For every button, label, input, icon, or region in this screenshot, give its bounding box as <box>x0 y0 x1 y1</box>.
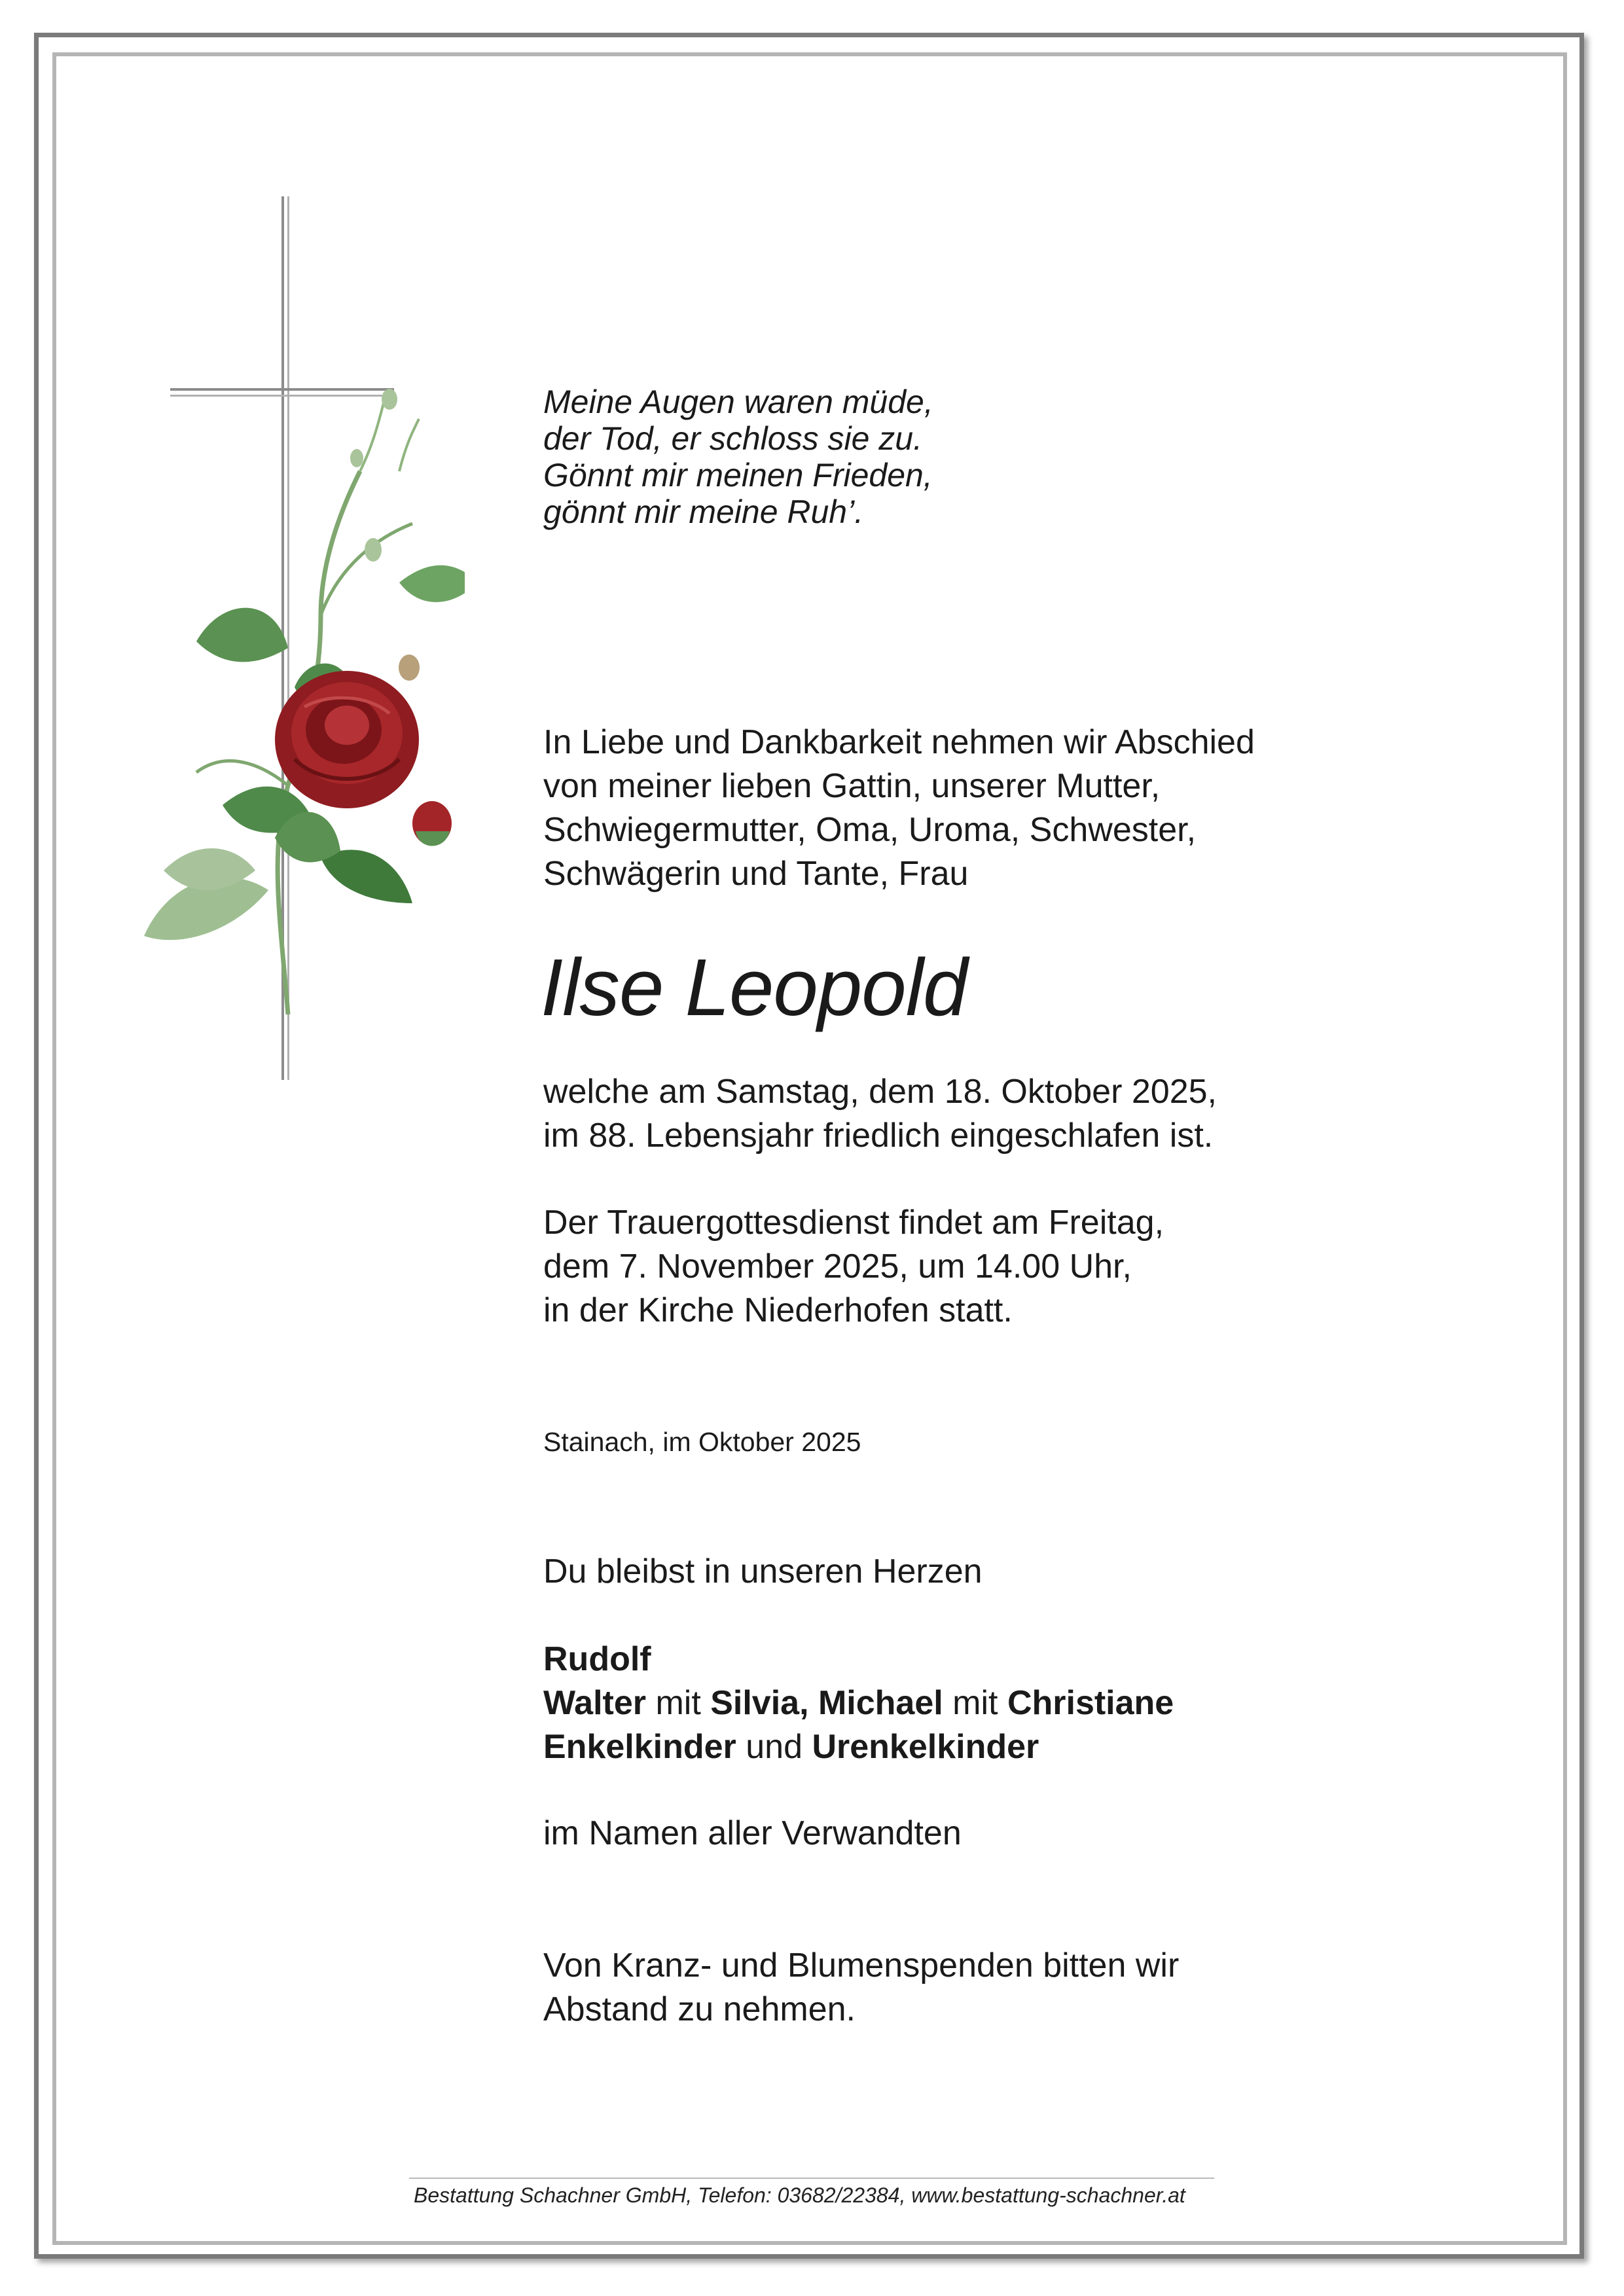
death-notice <box>543 1070 1217 1158</box>
family-name: Silvia, Michael <box>710 1684 943 1722</box>
donations-note <box>543 1944 1179 2032</box>
service-line: in der Kirche Niederhofen statt. <box>543 1291 1013 1329</box>
family-name: Rudolf <box>543 1640 651 1678</box>
connector-text: mit <box>646 1684 711 1722</box>
poem <box>543 384 933 530</box>
family-line <box>543 1681 1174 1725</box>
service-line: dem 7. November 2025, um 14.00 Uhr, <box>543 1247 1132 1285</box>
family-line <box>543 1638 1174 1681</box>
rose-icon <box>144 389 465 1014</box>
family-name: Walter <box>543 1684 646 1722</box>
place-date: Stainach, im Oktober 2025 <box>543 1427 861 1457</box>
poem-line: Gönnt mir meinen Frieden, <box>543 457 933 493</box>
service-line: Der Trauergottesdienst findet am Freitag, <box>543 1204 1164 1242</box>
death-notice-line: im 88. Lebensjahr friedlich eingeschlafen ist. <box>543 1117 1214 1155</box>
family-name: Enkelkinder <box>543 1728 736 1766</box>
connector-text: und <box>736 1728 812 1766</box>
family-line <box>543 1725 1174 1769</box>
cross-with-rose-illustration <box>124 196 465 1093</box>
death-notice-line: welche am Samstag, dem 18. Oktober 2025, <box>543 1073 1217 1111</box>
connector-text: mit <box>943 1684 1007 1722</box>
remembrance-line: Du bleibst in unseren Herzen <box>543 1552 983 1590</box>
deceased-name: Ilse Leopold <box>541 943 967 1033</box>
intro-line: Schwiegermutter, Oma, Uroma, Schwester, <box>543 811 1197 849</box>
family-name: Christiane <box>1007 1684 1174 1722</box>
intro-line: von meiner lieben Gattin, unserer Mutter, <box>543 767 1161 805</box>
poem-line: Meine Augen waren müde, <box>543 384 933 420</box>
intro-line: In Liebe und Dankbarkeit nehmen wir Abschied <box>543 723 1255 761</box>
service-info <box>543 1201 1164 1333</box>
farewell-intro <box>543 721 1255 896</box>
donations-line: Abstand zu nehmen. <box>543 1990 856 2028</box>
intro-line: Schwägerin und Tante, Frau <box>543 855 969 893</box>
donations-line: Von Kranz- und Blumenspenden bitten wir <box>543 1946 1180 1984</box>
footer-divider <box>409 2178 1214 2179</box>
poem-line: gönnt mir meine Ruh’. <box>543 493 864 530</box>
relatives-line: im Namen aller Verwandten <box>543 1814 962 1852</box>
poem-line: der Tod, er schloss sie zu. <box>543 420 922 457</box>
mourning-family <box>543 1638 1174 1769</box>
family-name: Urenkelkinder <box>812 1728 1039 1766</box>
footer-funeral-home: Bestattung Schachner GmbH, Telefon: 03682/22384, www.bestattung-schachner.at <box>414 2183 1185 2207</box>
